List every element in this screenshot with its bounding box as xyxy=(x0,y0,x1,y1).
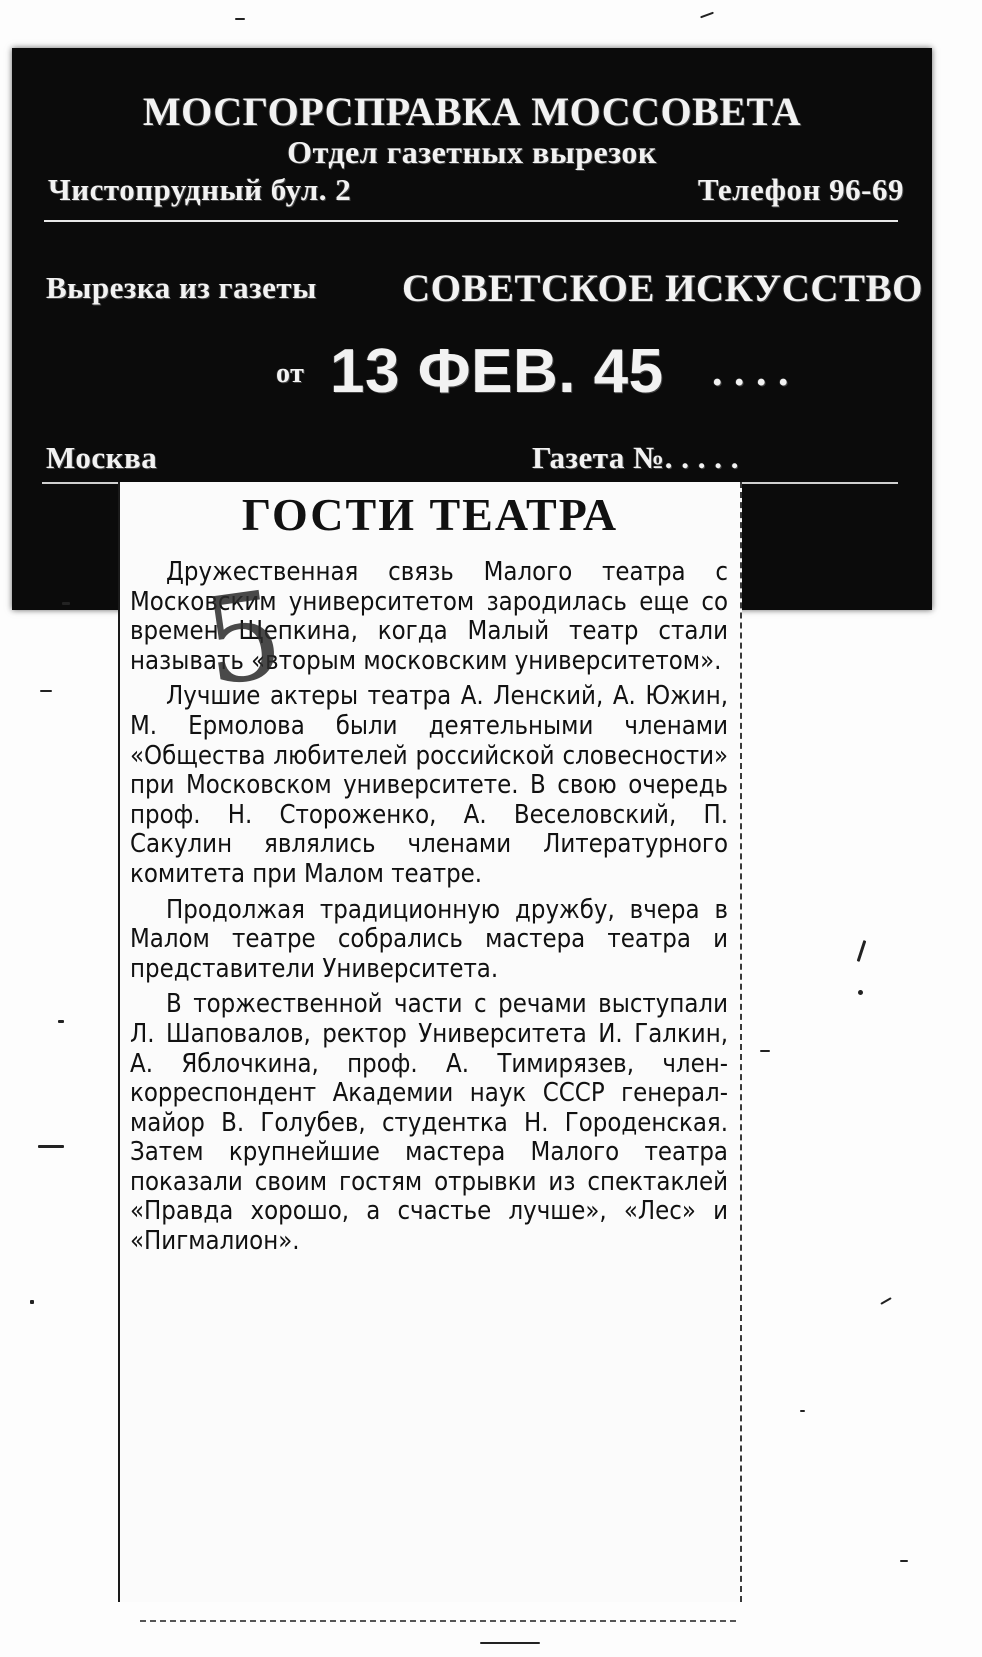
article-headline: ГОСТИ ТЕАТРА xyxy=(241,489,619,540)
scan-speck xyxy=(880,1297,891,1305)
scan-speck xyxy=(62,602,70,605)
stamp-divider xyxy=(44,220,898,222)
stamp-dots: . . . . xyxy=(712,349,789,395)
scan-speck xyxy=(700,12,714,19)
scan-speck xyxy=(38,1145,64,1148)
stamp-newspaper-name: СОВЕТСКОЕ ИСКУССТВО xyxy=(402,267,923,310)
scan-speck xyxy=(858,990,863,995)
article-paragraph: Продолжая традиционную дружбу, вчера в Малом театре собрались мастера театра и представители Университета. xyxy=(130,894,728,984)
scan-speck xyxy=(40,690,52,692)
stamp-phone: Телефон 96-69 xyxy=(697,172,904,207)
scan-speck xyxy=(900,1560,908,1562)
stamp-city: Москва xyxy=(46,440,158,475)
stamp-clip-label: Вырезка из газеты xyxy=(46,270,317,305)
scan-speck xyxy=(800,1410,805,1412)
stamp-address: Чистопрудный бул. 2 xyxy=(48,172,352,207)
scan-speck xyxy=(30,1300,34,1304)
stamp-date: 13 ФЕВ. 45 xyxy=(330,337,664,406)
scan-speck xyxy=(480,1642,540,1644)
stamp-from-label: от xyxy=(276,358,305,389)
stamp-organization: МОСГОРСПРАВКА МОССОВЕТА xyxy=(142,89,802,134)
scan-speck xyxy=(857,940,867,962)
article-paragraph: Лучшие актеры театра А. Ленский, А. Южин, М. Ермолова были деятельными членами «Общества любителей российской словесности» при Московском университете. В свою очередь проф. Н. Стороженко, А. Веселовский, П. Сакулин являлись членами Литературного комитета при Малом театре. xyxy=(130,681,728,889)
scan-speck xyxy=(760,1050,770,1052)
article-paragraph: Дружественная связь Малого театра с Московским университетом зародилась еще со времен Щепкина, когда Малый театр стали называть «вторым московским университетом». xyxy=(130,557,728,676)
handwritten-number-mark: 5 xyxy=(195,565,291,714)
article-paragraph: В торжественной части с речами выступали Л. Шаповалов, ректор Университета И. Галкин, А. Яблочкина, проф. А. Тимирязев, член-корреспондент Академии наук СССР генерал-майор В. Голубев, студентка Н. Городенская. Затем крупнейшие мастера Малого театра показали своим гостям отрывки из спектаклей «Правда хорошо, а счастье лучше», «Лес» и «Пигмалион». xyxy=(130,989,728,1257)
clipping-bottom-edge xyxy=(140,1620,736,1622)
stamp-newspaper-number: Газета №. . . . . xyxy=(532,440,739,475)
scan-speck xyxy=(58,1020,64,1023)
stamp-department: Отдел газетных вырезок xyxy=(287,134,657,170)
scan-speck xyxy=(235,18,245,20)
